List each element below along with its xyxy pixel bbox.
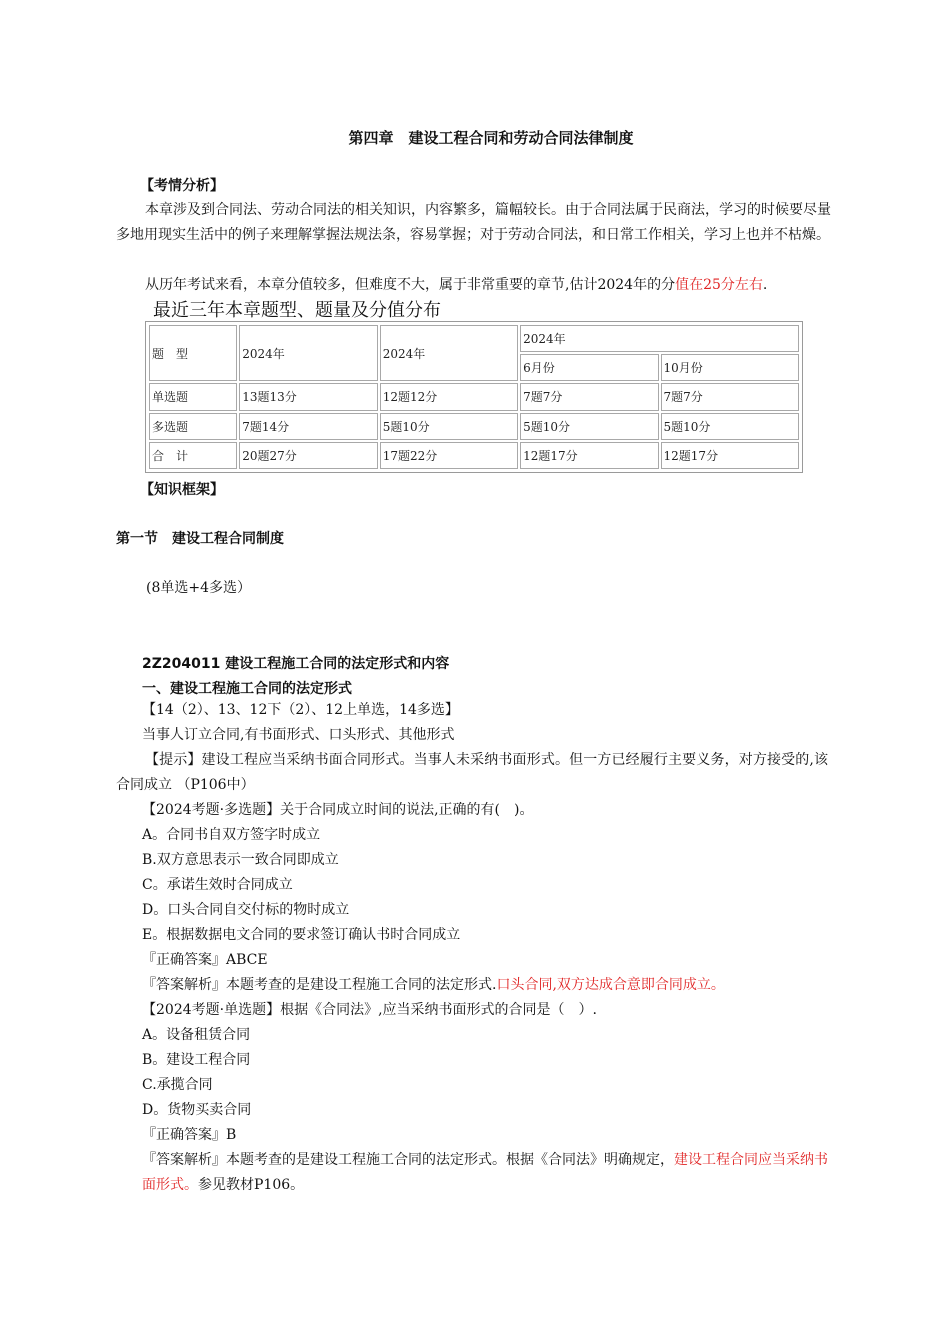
table-cell: 17题22分 bbox=[380, 442, 518, 469]
analysis-paragraph-2 bbox=[116, 273, 831, 298]
table-header-row bbox=[149, 325, 799, 352]
header-year-3: 2024年 bbox=[520, 325, 799, 352]
section-note: (8单选+4多选） bbox=[146, 580, 252, 596]
header-year-2: 2024年 bbox=[380, 325, 518, 381]
table-row bbox=[149, 413, 799, 440]
question-1-stem: 【2024考题·多选题】关于合同成立时间的说法,正确的有( )。 bbox=[142, 802, 534, 818]
section-heading: 第一节 建设工程合同制度 bbox=[116, 531, 284, 547]
question-1-analysis bbox=[142, 973, 725, 998]
score-distribution-table bbox=[145, 321, 803, 473]
header-year-1: 2024年 bbox=[239, 325, 377, 381]
question-1-option: C。承诺生效时合同成立 bbox=[142, 877, 293, 893]
question-1-option: E。根据数据电文合同的要求签订确认书时合同成立 bbox=[142, 927, 461, 943]
header-type: 题 型 bbox=[149, 325, 237, 381]
table-row bbox=[149, 383, 799, 410]
table-cell: 12题12分 bbox=[380, 383, 518, 410]
question-2-stem: 【2024考题·单选题】根据《合同法》,应当采纳书面形式的合同是（ ）. bbox=[142, 1002, 597, 1018]
table-cell: 单选题 bbox=[149, 383, 237, 410]
question-1-answer: 『正确答案』ABCE bbox=[142, 952, 268, 968]
table-cell: 5题10分 bbox=[520, 413, 658, 440]
table-cell: 7题14分 bbox=[239, 413, 377, 440]
exam-reference: 【14（2）、13、12下（2）、12上单选，14多选】 bbox=[142, 702, 459, 718]
framework-heading: 【知识框架】 bbox=[140, 482, 224, 498]
table-cell: 7题7分 bbox=[520, 383, 658, 410]
table-cell: 12题17分 bbox=[520, 442, 658, 469]
question-2-answer: 『正确答案』B bbox=[142, 1127, 237, 1143]
table-cell: 20题27分 bbox=[239, 442, 377, 469]
analysis-p2-highlight: 值在25分左右 bbox=[675, 277, 763, 293]
table-row bbox=[149, 442, 799, 469]
analysis-p2-text: 从历年考试来看，本章分值较多，但难度不大，属于非常重要的章节,估计2024年的分 bbox=[145, 277, 676, 293]
table-cell: 5题10分 bbox=[380, 413, 518, 440]
chapter-title: 第四章 建设工程合同和劳动合同法律制度 bbox=[348, 129, 634, 147]
table-cell: 合 计 bbox=[149, 442, 237, 469]
table-cell: 12题17分 bbox=[661, 442, 799, 469]
question-1-option: D。口头合同自交付标的物时成立 bbox=[142, 902, 350, 918]
table-caption: 最近三年本章题型、题量及分值分布 bbox=[153, 300, 441, 321]
table-cell: 7题7分 bbox=[661, 383, 799, 410]
header-month-2: 10月份 bbox=[661, 354, 799, 381]
q2-analysis-end: 参见教材P106。 bbox=[198, 1177, 305, 1193]
question-1-option: A。合同书自双方签字时成立 bbox=[142, 827, 321, 843]
table-cell: 13题13分 bbox=[239, 383, 377, 410]
header-month-1: 6月份 bbox=[520, 354, 658, 381]
analysis-heading: 【考情分析】 bbox=[140, 178, 224, 194]
question-2-analysis bbox=[142, 1148, 828, 1198]
q2-analysis-highlight: 建设工程合同应当采纳书面形式。 bbox=[142, 1152, 828, 1193]
q1-analysis-text: 『答案解析』本题考查的是建设工程施工合同的法定形式. bbox=[142, 977, 497, 993]
question-2-option: B。建设工程合同 bbox=[142, 1052, 251, 1068]
question-2-option: C.承揽合同 bbox=[142, 1077, 213, 1093]
q2-analysis-text: 『答案解析』本题考查的是建设工程施工合同的法定形式。根据《合同法》明确规定， bbox=[142, 1152, 674, 1168]
topic-heading: 2Z204011 建设工程施工合同的法定形式和内容 bbox=[142, 656, 450, 672]
tip-paragraph: 【提示】建设工程应当采纳书面合同形式。当事人未采纳书面形式。但一方已经履行主要义务，对方接受的,该合同成立 （P106中） bbox=[116, 752, 828, 793]
sub-heading: 一、建设工程施工合同的法定形式 bbox=[142, 681, 352, 697]
form-line: 当事人订立合同,有书面形式、口头形式、其他形式 bbox=[142, 727, 455, 743]
question-2-option: A。设备租赁合同 bbox=[142, 1027, 251, 1043]
question-2-option: D。货物买卖合同 bbox=[142, 1102, 252, 1118]
table bbox=[147, 323, 801, 471]
question-1-option: B.双方意思表示一致合同即成立 bbox=[142, 852, 339, 868]
table-cell: 多选题 bbox=[149, 413, 237, 440]
q1-analysis-highlight: 口头合同,双方达成合意即合同成立。 bbox=[496, 977, 725, 993]
table-cell: 5题10分 bbox=[661, 413, 799, 440]
analysis-paragraph-1: 本章涉及到合同法、劳动合同法的相关知识，内容繁多，篇幅较长。由于合同法属于民商法，学习的时候要尽量多地用现实生活中的例子来理解掌握法规法条，容易掌握；对于劳动合同法，和日常工作相关，学习上也并不枯燥。 bbox=[116, 202, 831, 243]
analysis-p2-end: . bbox=[762, 277, 768, 293]
